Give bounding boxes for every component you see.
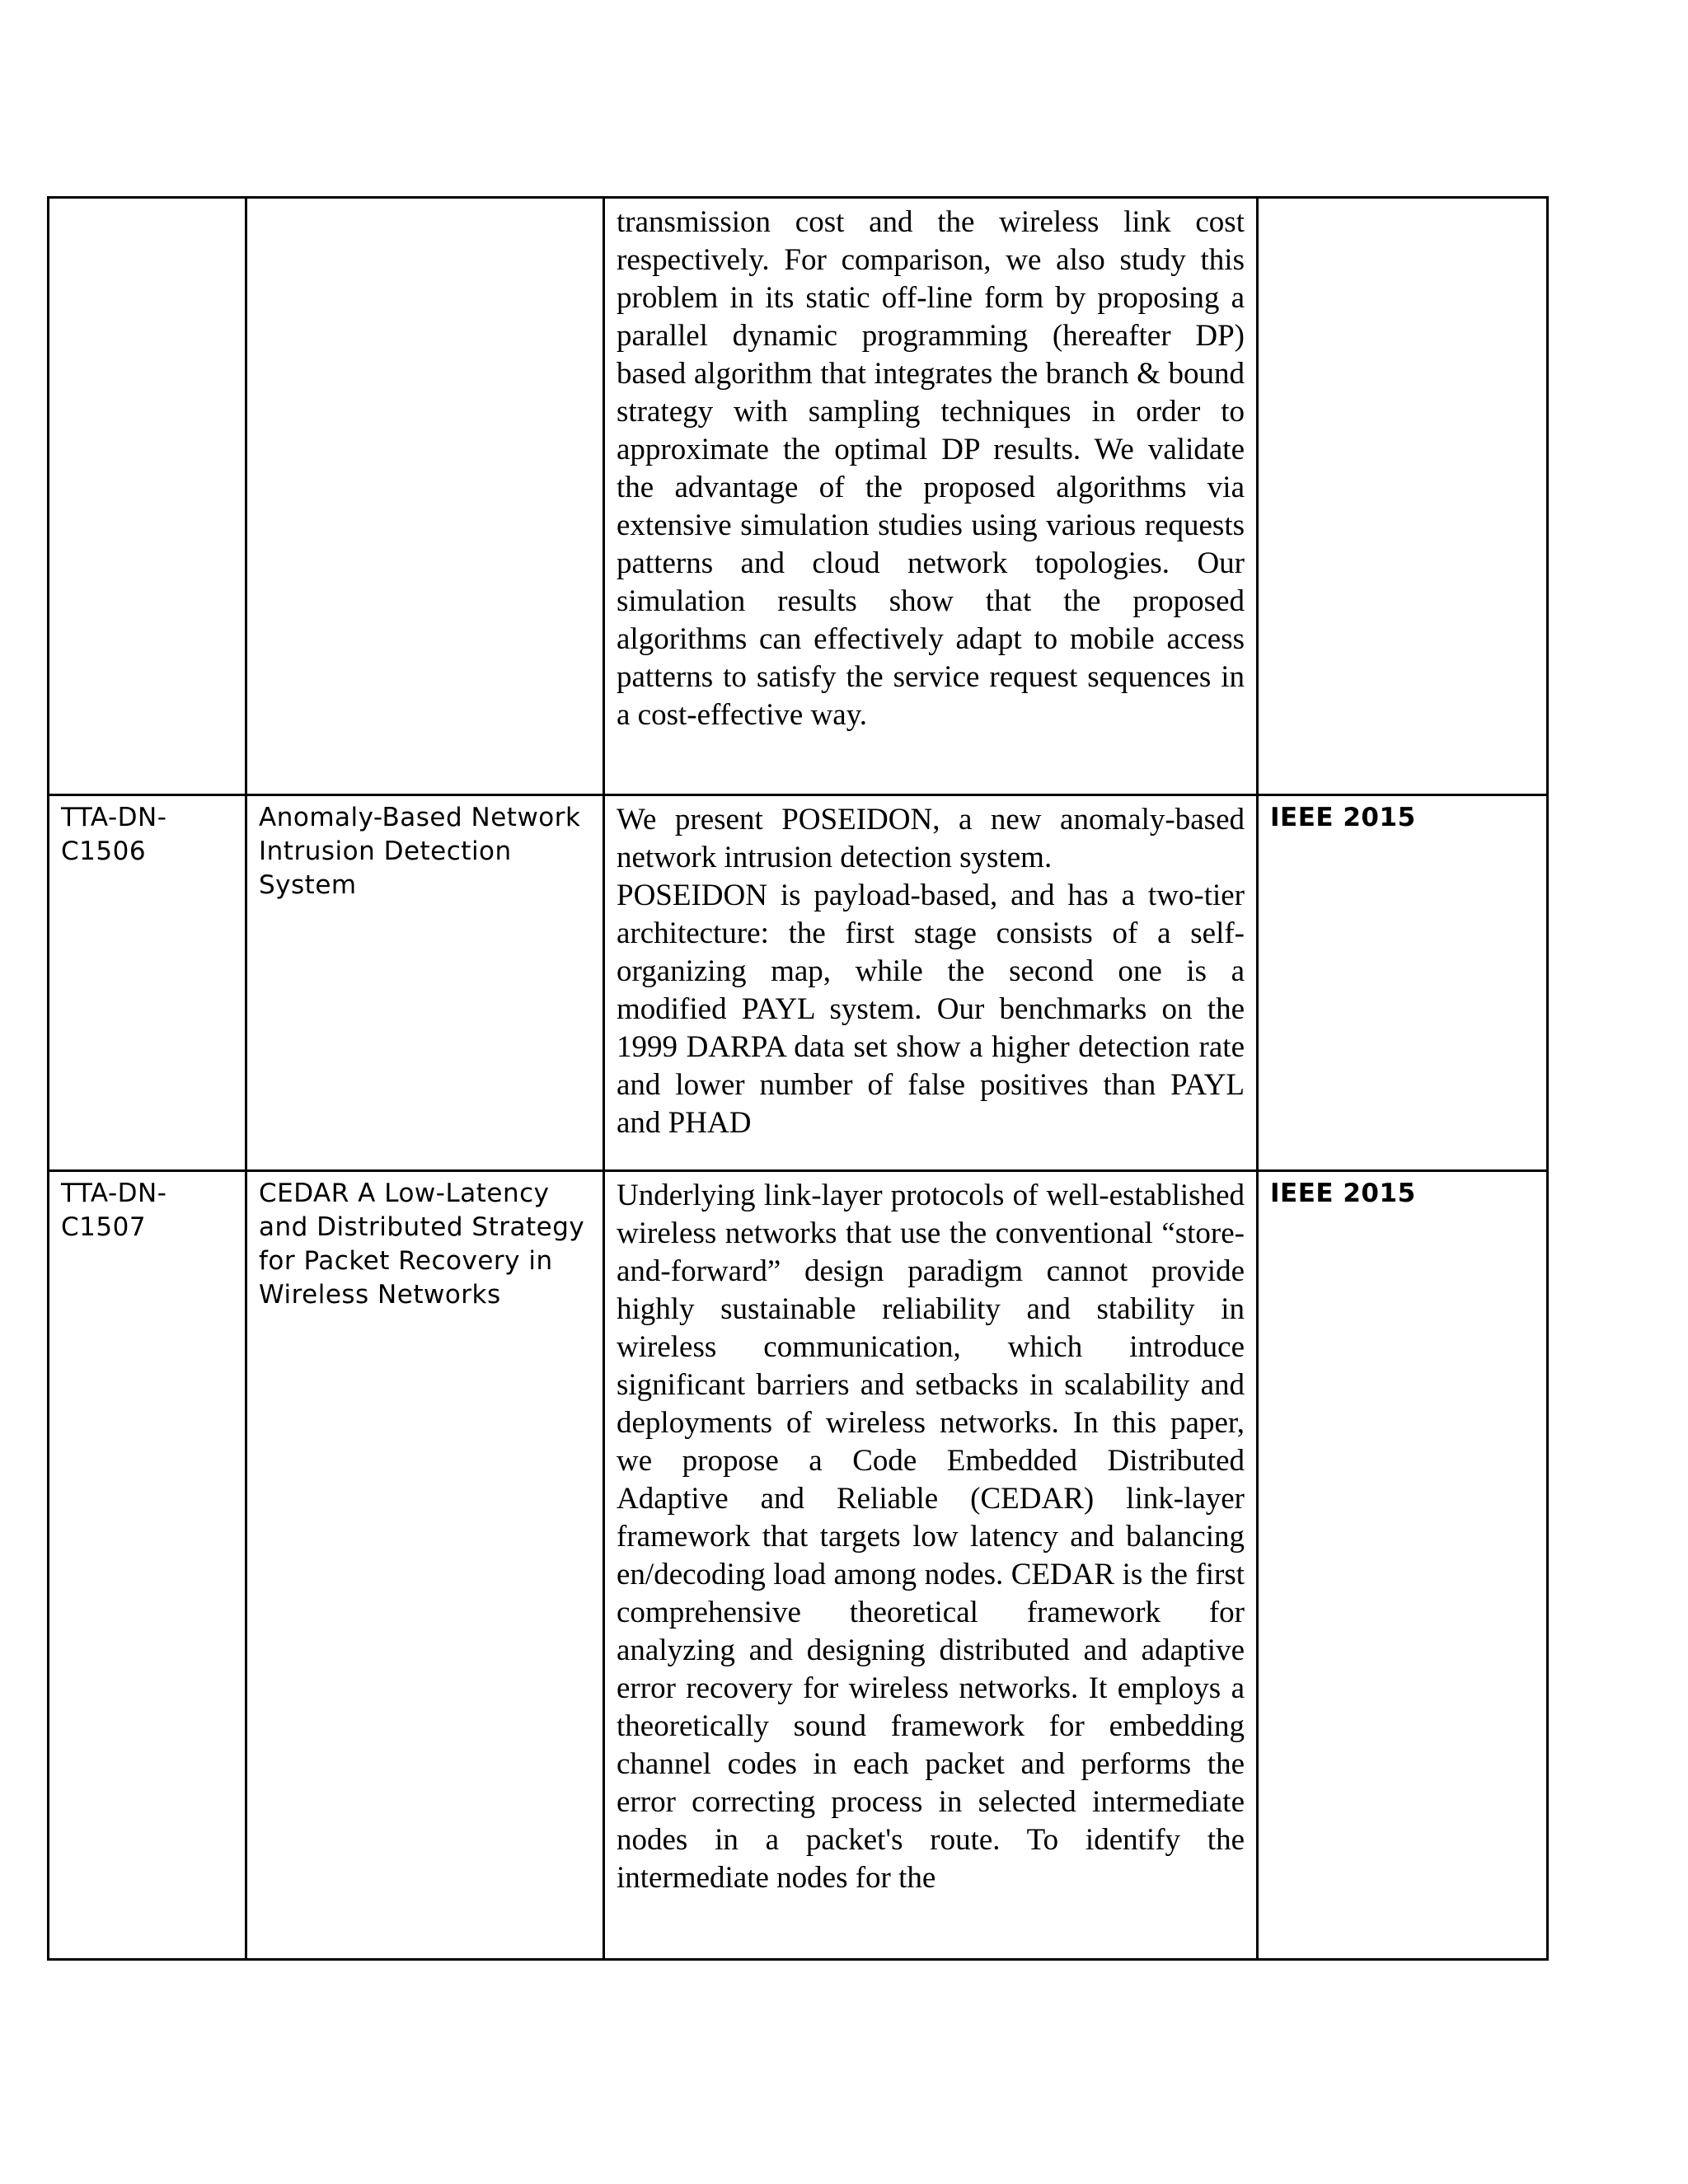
project-year-cell <box>1258 795 1548 1171</box>
project-id: TTA-DN-C1506 <box>61 803 167 866</box>
project-title-cell <box>246 795 604 1171</box>
project-abstract-cell <box>604 1171 1258 1960</box>
project-abstract-cell <box>604 198 1258 795</box>
project-year: IEEE 2015 <box>1270 1179 1416 1208</box>
project-id-cell <box>49 198 246 795</box>
project-id: TTA-DN-C1507 <box>61 1179 167 1242</box>
project-title-cell <box>246 198 604 795</box>
project-year-cell <box>1258 1171 1548 1960</box>
project-year-cell <box>1258 198 1548 795</box>
table-row <box>49 198 1548 795</box>
project-title: CEDAR A Low-Latency and Distributed Strategy for Packet Recovery in Wireless Networks <box>259 1179 585 1310</box>
project-id-cell <box>49 795 246 1171</box>
project-year: IEEE 2015 <box>1270 803 1416 832</box>
project-abstract: transmission cost and the wireless link cost respectively. For comparison, we also study this problem in its static off-line form by proposing a parallel dynamic programming (hereafter DP) based algorithm that integrates the branch & bound strategy with sampling techniques in order to approximate the optimal DP results. We validate the advantage of the proposed algorithms via extensive simulation studies using various requests patterns and cloud network topologies. Our simulation results show that the proposed algorithms can effectively adapt to mobile access patterns to satisfy the service request sequences in a cost-effective way. <box>617 205 1245 732</box>
table-row <box>49 795 1548 1171</box>
project-title: Anomaly-Based Network Intrusion Detection System <box>259 803 581 900</box>
project-table <box>47 196 1549 1961</box>
project-abstract: Underlying link-layer protocols of well-established wireless networks that use the conventional “store-and-forward” design paradigm cannot provide highly sustainable reliability and stability in wireless communication, which introduce significant barriers and setbacks in scalability and deployments of wireless networks. In this paper, we propose a Code Embedded Distributed Adaptive and Reliable (CEDAR) link-layer framework that targets low latency and balancing en/decoding load among nodes. CEDAR is the first comprehensive theoretical framework for analyzing and designing distributed and adaptive error recovery for wireless networks. It employs a theoretically sound framework for embedding channel codes in each packet and performs the error correcting process in selected intermediate nodes in a packet's route. To identify the intermediate nodes for the <box>617 1179 1245 1895</box>
project-title-cell <box>246 1171 604 1960</box>
project-id-cell <box>49 1171 246 1960</box>
table-row <box>49 1171 1548 1960</box>
project-abstract-cell <box>604 795 1258 1171</box>
project-abstract: We present POSEIDON, a new anomaly-based network intrusion detection system. POSEIDON is payload-based, and has a two-tier architecture: the first stage consists of a self-organizing map, while the second one is a modified PAYL system. Our benchmarks on the 1999 DARPA data set show a higher detection rate and lower number of false positives than PAYL and PHAD <box>617 803 1245 1140</box>
